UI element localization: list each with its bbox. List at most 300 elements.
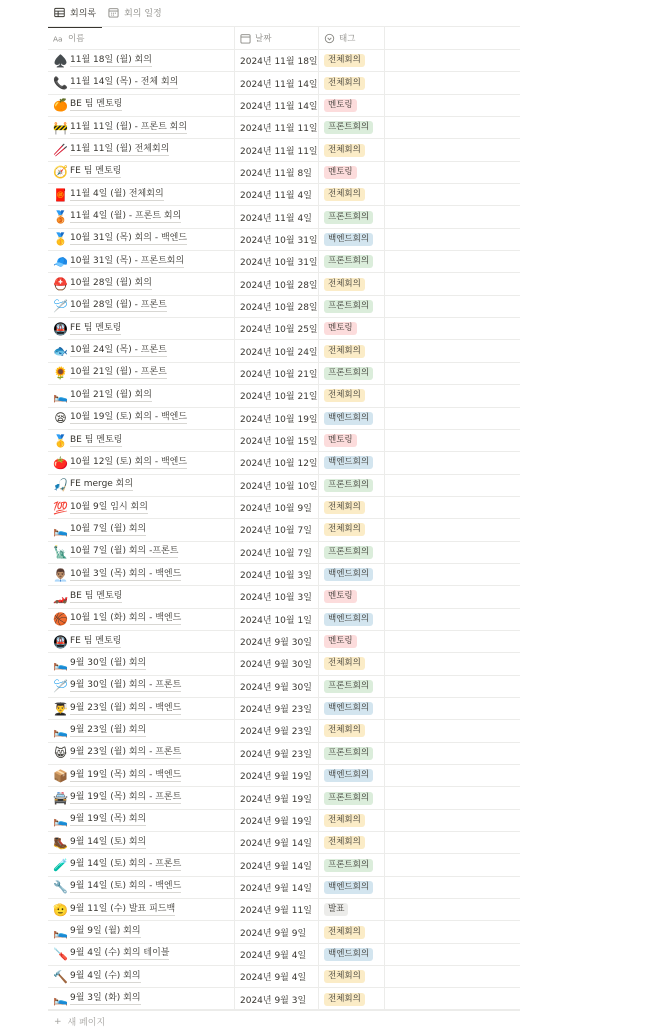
page-title-link[interactable]: 10월 24일 (목) - 프론트 <box>70 345 167 356</box>
table-row[interactable] <box>48 720 520 742</box>
date-cell[interactable]: 2024년 10월 19일 <box>235 408 319 429</box>
tag-cell[interactable] <box>319 95 385 116</box>
empty-cell <box>385 542 520 563</box>
page-title-link[interactable]: 10월 1일 (화) 회의 - 백엔드 <box>70 613 182 624</box>
name-cell[interactable] <box>48 519 235 540</box>
empty-cell <box>385 363 520 384</box>
name-cell[interactable] <box>48 787 235 808</box>
date-cell[interactable]: 2024년 10월 1일 <box>235 609 319 630</box>
tag-badge: 프론트회의 <box>324 792 373 805</box>
tag-cell[interactable] <box>319 564 385 585</box>
name-cell[interactable] <box>48 206 235 227</box>
date-cell[interactable]: 2024년 9월 23일 <box>235 698 319 719</box>
tag-cell[interactable] <box>319 988 385 1009</box>
empty-cell <box>385 50 520 71</box>
empty-cell <box>385 162 520 183</box>
name-cell[interactable] <box>48 810 235 831</box>
date-cell[interactable]: 2024년 9월 9일 <box>235 921 319 942</box>
date-cell[interactable]: 2024년 10월 7일 <box>235 542 319 563</box>
tag-badge: 백엔드회의 <box>324 233 373 246</box>
name-cell[interactable] <box>48 340 235 361</box>
table-row[interactable] <box>48 653 520 675</box>
name-cell[interactable] <box>48 765 235 786</box>
page-title-link[interactable]: 10월 19일 (토) 회의 - 백엔드 <box>70 412 188 423</box>
table-row[interactable] <box>48 318 520 340</box>
empty-cell <box>385 340 520 361</box>
name-cell[interactable] <box>48 475 235 496</box>
page-title-link[interactable]: 9월 19일 (목) 회의 - 프론트 <box>70 792 182 803</box>
table-row[interactable] <box>48 452 520 474</box>
tag-cell[interactable] <box>319 698 385 719</box>
date-cell[interactable]: 2024년 10월 3일 <box>235 564 319 585</box>
table-row[interactable] <box>48 497 520 519</box>
page-title-link[interactable]: 10월 21일 (월) 회의 <box>70 389 152 400</box>
tag-cell[interactable] <box>319 162 385 183</box>
name-cell[interactable] <box>48 497 235 518</box>
tag-badge: 프론트회의 <box>324 859 373 872</box>
empty-cell <box>385 475 520 496</box>
tag-badge: 전체회의 <box>324 836 365 849</box>
tag-cell[interactable] <box>319 251 385 272</box>
tag-badge: 멘토링 <box>324 322 357 335</box>
name-cell[interactable] <box>48 899 235 920</box>
tag-badge: 전체회의 <box>324 970 365 983</box>
page-title-link[interactable]: 10월 7일 (월) 회의 <box>70 523 147 534</box>
table-row[interactable] <box>48 117 520 139</box>
page-emoji-icon: 📦 <box>53 768 68 783</box>
empty-cell <box>385 251 520 272</box>
page-emoji-icon: 🛌 <box>53 925 68 940</box>
date-cell[interactable]: 2024년 11월 11일 <box>235 117 319 138</box>
tag-badge: 전체회의 <box>324 501 365 514</box>
name-cell[interactable] <box>48 139 235 160</box>
column-header-label: 이름 <box>68 34 85 44</box>
tag-cell[interactable] <box>319 609 385 630</box>
tag-cell[interactable] <box>319 385 385 406</box>
table-row[interactable] <box>48 206 520 228</box>
date-cell[interactable]: 2024년 9월 14일 <box>235 877 319 898</box>
tag-cell[interactable] <box>319 631 385 652</box>
name-cell[interactable] <box>48 966 235 987</box>
table-row[interactable] <box>48 408 520 430</box>
tag-cell[interactable] <box>319 586 385 607</box>
table-row[interactable] <box>48 50 520 72</box>
page-title-link[interactable]: 11월 18일 (월) 회의 <box>70 54 152 65</box>
date-cell[interactable]: 2024년 9월 19일 <box>235 810 319 831</box>
date-cell[interactable]: 2024년 9월 14일 <box>235 832 319 853</box>
date-cell[interactable]: 2024년 9월 4일 <box>235 966 319 987</box>
tag-cell[interactable] <box>319 787 385 808</box>
table-row[interactable] <box>48 966 520 988</box>
page-title-link[interactable]: 9월 19일 (목) 회의 <box>70 814 147 825</box>
date-cell[interactable]: 2024년 9월 19일 <box>235 765 319 786</box>
table-row[interactable] <box>48 475 520 497</box>
date-cell[interactable]: 2024년 11월 4일 <box>235 206 319 227</box>
page-emoji-icon: 🥾 <box>53 835 68 850</box>
name-cell[interactable] <box>48 743 235 764</box>
date-cell[interactable]: 2024년 10월 21일 <box>235 385 319 406</box>
page-emoji-icon: 📞 <box>53 76 68 91</box>
table-row[interactable] <box>48 95 520 117</box>
tag-cell[interactable] <box>319 519 385 540</box>
tag-badge: 전체회의 <box>324 926 365 939</box>
page-emoji-icon: 🧢 <box>53 254 68 269</box>
tag-cell[interactable] <box>319 50 385 71</box>
name-cell[interactable] <box>48 631 235 652</box>
tag-badge: 프론트회의 <box>324 479 373 492</box>
name-cell[interactable] <box>48 542 235 563</box>
name-cell[interactable] <box>48 430 235 451</box>
page-emoji-icon: 🔧 <box>53 880 68 895</box>
tag-cell[interactable] <box>319 117 385 138</box>
date-cell[interactable]: 2024년 10월 25일 <box>235 318 319 339</box>
tag-cell[interactable] <box>319 206 385 227</box>
date-cell[interactable]: 2024년 10월 31일 <box>235 229 319 250</box>
name-cell[interactable] <box>48 720 235 741</box>
tag-cell[interactable] <box>319 542 385 563</box>
column-header-name[interactable] <box>48 27 235 49</box>
tag-cell[interactable] <box>319 497 385 518</box>
page-emoji-icon: 🛌 <box>53 656 68 671</box>
name-cell[interactable] <box>48 184 235 205</box>
name-cell[interactable] <box>48 676 235 697</box>
empty-cell <box>385 318 520 339</box>
page-title-link[interactable]: 11월 11일 (월) - 프론트 회의 <box>70 121 188 132</box>
calendar-icon <box>108 7 119 18</box>
tag-badge: 프론트회의 <box>324 121 373 134</box>
name-cell[interactable] <box>48 385 235 406</box>
column-header-tag[interactable] <box>319 27 385 49</box>
date-cell[interactable]: 2024년 10월 31일 <box>235 251 319 272</box>
name-cell[interactable] <box>48 653 235 674</box>
table-row[interactable] <box>48 988 520 1010</box>
tag-badge: 전체회의 <box>324 144 365 157</box>
table-row[interactable] <box>48 676 520 698</box>
page-title-link[interactable]: 10월 12일 (토) 회의 - 백엔드 <box>70 456 188 467</box>
name-cell[interactable] <box>48 117 235 138</box>
page-title-link[interactable]: FE merge 회의 <box>70 479 134 490</box>
page-title-link[interactable]: 9월 14일 (토) 회의 - 프론트 <box>70 859 182 870</box>
empty-cell <box>385 854 520 875</box>
tag-cell[interactable] <box>319 72 385 93</box>
table-row[interactable] <box>48 877 520 899</box>
table-row[interactable] <box>48 899 520 921</box>
table-row[interactable] <box>48 519 520 541</box>
tag-badge: 전체회의 <box>324 278 365 291</box>
page-title-link[interactable]: 10월 3일 (목) 회의 - 백엔드 <box>70 568 182 579</box>
tag-cell[interactable] <box>319 318 385 339</box>
page-title-link[interactable]: BE 팀 멘토링 <box>70 434 123 445</box>
name-cell[interactable] <box>48 273 235 294</box>
name-cell[interactable] <box>48 609 235 630</box>
page-title-link[interactable]: FE 팀 멘토링 <box>70 635 122 646</box>
date-cell[interactable]: 2024년 10월 9일 <box>235 497 319 518</box>
tag-badge: 전체회의 <box>324 657 365 670</box>
tag-cell[interactable] <box>319 720 385 741</box>
table-row[interactable] <box>48 631 520 653</box>
page-title-link[interactable]: 9월 4일 (수) 회의 <box>70 970 141 981</box>
page-emoji-icon: 🌻 <box>53 366 68 381</box>
empty-cell <box>385 631 520 652</box>
tag-cell[interactable] <box>319 452 385 473</box>
empty-cell <box>385 966 520 987</box>
date-cell[interactable]: 2024년 11월 4일 <box>235 184 319 205</box>
meeting-table <box>48 27 520 1011</box>
name-cell[interactable] <box>48 318 235 339</box>
page-title-link[interactable]: 9월 3일 (화) 회의 <box>70 993 141 1004</box>
name-cell[interactable] <box>48 452 235 473</box>
table-row[interactable] <box>48 296 520 318</box>
tag-cell[interactable] <box>319 184 385 205</box>
table-row[interactable] <box>48 251 520 273</box>
table-row[interactable] <box>48 273 520 295</box>
tag-badge: 전체회의 <box>324 188 365 201</box>
page-emoji-icon: 🥉 <box>53 210 68 225</box>
page-emoji-icon: 🚇 <box>53 634 68 649</box>
name-cell[interactable] <box>48 162 235 183</box>
page-title-link[interactable]: FE 팀 멘토링 <box>70 322 122 333</box>
empty-cell <box>385 765 520 786</box>
date-cell[interactable]: 2024년 9월 30일 <box>235 676 319 697</box>
page-emoji-icon: 🐟 <box>53 344 68 359</box>
tag-cell[interactable] <box>319 676 385 697</box>
table-header <box>48 27 520 50</box>
empty-cell <box>385 229 520 250</box>
name-cell[interactable] <box>48 988 235 1009</box>
date-cell[interactable]: 2024년 9월 4일 <box>235 944 319 965</box>
table-row[interactable] <box>48 340 520 362</box>
tag-badge: 멘토링 <box>324 99 357 112</box>
empty-cell <box>385 564 520 585</box>
tag-badge: 멘토링 <box>324 590 357 603</box>
table-row[interactable] <box>48 609 520 631</box>
date-cell[interactable]: 2024년 10월 28일 <box>235 296 319 317</box>
tag-cell[interactable] <box>319 921 385 942</box>
table-row[interactable] <box>48 944 520 966</box>
page-title-link[interactable]: 10월 28일 (월) - 프론트 <box>70 300 167 311</box>
page-title-link[interactable]: BE 팀 멘토링 <box>70 590 123 601</box>
page-title-link[interactable]: 11월 14일 (목) - 전체 회의 <box>70 77 179 88</box>
page-emoji-icon: 💯 <box>53 500 68 515</box>
tag-cell[interactable] <box>319 810 385 831</box>
page-title-link[interactable]: 10월 28일 (월) 회의 <box>70 278 152 289</box>
empty-cell <box>385 787 520 808</box>
tag-cell[interactable] <box>319 273 385 294</box>
page-title-link[interactable]: 9월 19일 (목) 회의 - 백엔드 <box>70 769 182 780</box>
name-cell[interactable] <box>48 854 235 875</box>
table-row[interactable] <box>48 854 520 876</box>
page-emoji-icon: 👨🏽‍💼 <box>53 567 68 582</box>
table-row[interactable] <box>48 385 520 407</box>
tag-badge: 백엔드회의 <box>324 412 373 425</box>
tag-badge: 백엔드회의 <box>324 948 373 961</box>
name-cell[interactable] <box>48 296 235 317</box>
date-cell[interactable]: 2024년 10월 28일 <box>235 273 319 294</box>
page-title-link[interactable]: 9월 23일 (월) 회의 - 프론트 <box>70 747 182 758</box>
name-cell[interactable] <box>48 50 235 71</box>
column-header-date[interactable] <box>235 27 319 49</box>
page-emoji-icon: 🔨 <box>53 969 68 984</box>
date-cell[interactable]: 2024년 11월 14일 <box>235 95 319 116</box>
tag-badge: 전체회의 <box>324 724 365 737</box>
table-row[interactable] <box>48 139 520 161</box>
tag-badge: 프론트회의 <box>324 367 373 380</box>
page-title-link[interactable]: 10월 31일 (목) - 프론트회의 <box>70 255 185 266</box>
date-cell[interactable]: 2024년 10월 10일 <box>235 475 319 496</box>
table-row[interactable] <box>48 542 520 564</box>
empty-cell <box>385 273 520 294</box>
table-row[interactable] <box>48 430 520 452</box>
name-cell[interactable] <box>48 363 235 384</box>
page-emoji-icon: 🛌 <box>53 388 68 403</box>
page-title-link[interactable]: BE 팀 멘토링 <box>70 99 123 110</box>
empty-cell <box>385 810 520 831</box>
page-title-link[interactable]: 10월 9일 임시 회의 <box>70 501 148 512</box>
tag-cell[interactable] <box>319 363 385 384</box>
table-row[interactable] <box>48 184 520 206</box>
tag-cell[interactable] <box>319 229 385 250</box>
tag-cell[interactable] <box>319 765 385 786</box>
table-row[interactable] <box>48 743 520 765</box>
name-cell[interactable] <box>48 921 235 942</box>
tag-cell[interactable] <box>319 653 385 674</box>
name-cell[interactable] <box>48 251 235 272</box>
table-row[interactable] <box>48 363 520 385</box>
tab-label: 회의 일정 <box>124 9 162 19</box>
tag-cell[interactable] <box>319 877 385 898</box>
tab-meeting-notes[interactable] <box>48 6 102 27</box>
empty-cell <box>385 921 520 942</box>
page-title-link[interactable]: 9월 11일 (수) 발표 피드백 <box>70 903 176 914</box>
date-cell[interactable]: 2024년 10월 3일 <box>235 586 319 607</box>
name-cell[interactable] <box>48 564 235 585</box>
tag-cell[interactable] <box>319 966 385 987</box>
date-cell[interactable]: 2024년 9월 30일 <box>235 631 319 652</box>
page-emoji-icon: 🪡 <box>53 679 68 694</box>
page-title-link[interactable]: 9월 30일 (월) 회의 <box>70 657 147 668</box>
table-row[interactable] <box>48 765 520 787</box>
date-cell[interactable]: 2024년 10월 15일 <box>235 430 319 451</box>
table-row[interactable] <box>48 586 520 608</box>
page-emoji-icon: 🍊 <box>53 98 68 113</box>
name-cell[interactable] <box>48 877 235 898</box>
tag-cell[interactable] <box>319 832 385 853</box>
date-cell[interactable]: 2024년 9월 23일 <box>235 720 319 741</box>
tag-cell[interactable] <box>319 475 385 496</box>
tag-cell[interactable] <box>319 899 385 920</box>
tag-cell[interactable] <box>319 340 385 361</box>
tag-badge: 백엔드회의 <box>324 769 373 782</box>
date-cell[interactable]: 2024년 9월 23일 <box>235 743 319 764</box>
date-cell[interactable]: 2024년 9월 11일 <box>235 899 319 920</box>
page-emoji-icon: 🪛 <box>53 947 68 962</box>
date-cell[interactable]: 2024년 11월 11일 <box>235 139 319 160</box>
page-title-link[interactable]: 9월 4일 (수) 회의 테이블 <box>70 948 170 959</box>
tag-badge: 백엔드회의 <box>324 456 373 469</box>
plus-icon: + <box>54 1016 62 1027</box>
table-row[interactable] <box>48 787 520 809</box>
page-title-link[interactable]: 10월 7일 (월) 회의 -프론트 <box>70 546 179 557</box>
tag-cell[interactable] <box>319 408 385 429</box>
page-title-link[interactable]: 10월 21일 (월) - 프론트 <box>70 367 167 378</box>
empty-cell <box>385 586 520 607</box>
name-cell[interactable] <box>48 408 235 429</box>
page-title-link[interactable]: 10월 31일 (목) 회의 - 백엔드 <box>70 233 188 244</box>
tag-badge: 전체회의 <box>324 993 365 1006</box>
table-row[interactable] <box>48 229 520 251</box>
name-cell[interactable] <box>48 832 235 853</box>
date-cell[interactable]: 2024년 11월 18일 <box>235 50 319 71</box>
empty-cell <box>385 296 520 317</box>
empty-cell <box>385 988 520 1009</box>
tag-cell[interactable] <box>319 296 385 317</box>
tag-cell[interactable] <box>319 854 385 875</box>
table-row[interactable] <box>48 72 520 94</box>
date-cell[interactable]: 2024년 10월 24일 <box>235 340 319 361</box>
page-title-link[interactable]: 9월 9일 (월) 회의 <box>70 926 141 937</box>
name-cell[interactable] <box>48 586 235 607</box>
page-title-link[interactable]: 11월 11일 (월) 전체회의 <box>70 144 170 155</box>
tag-cell[interactable] <box>319 430 385 451</box>
page-emoji-icon: 🛌 <box>53 723 68 738</box>
tag-cell[interactable] <box>319 743 385 764</box>
page-title-link[interactable]: FE 팀 멘토링 <box>70 166 122 177</box>
table-row[interactable] <box>48 698 520 720</box>
name-cell[interactable] <box>48 72 235 93</box>
new-page-label: 새 페이지 <box>67 1018 106 1028</box>
page-title-link[interactable]: 9월 23일 (월) 회의 <box>70 724 147 735</box>
page-emoji-icon: 🧧 <box>53 187 68 202</box>
page-title-link[interactable]: 9월 14일 (토) 회의 <box>70 836 147 847</box>
page-title-link[interactable]: 9월 14일 (토) 회의 - 백엔드 <box>70 881 182 892</box>
table-row[interactable] <box>48 162 520 184</box>
page-emoji-icon: 🛌 <box>53 813 68 828</box>
tag-cell[interactable] <box>319 139 385 160</box>
date-cell[interactable]: 2024년 11월 8일 <box>235 162 319 183</box>
new-page-button[interactable] <box>48 1009 520 1033</box>
table-row[interactable] <box>48 810 520 832</box>
name-cell[interactable] <box>48 944 235 965</box>
page-title-link[interactable]: 11월 4일 (월) 전체회의 <box>70 188 164 199</box>
name-cell[interactable] <box>48 229 235 250</box>
table-row[interactable] <box>48 832 520 854</box>
empty-cell <box>385 653 520 674</box>
date-cell[interactable]: 2024년 9월 30일 <box>235 653 319 674</box>
table-row[interactable] <box>48 564 520 586</box>
empty-cell <box>385 609 520 630</box>
tab-meeting-schedule[interactable] <box>102 6 168 27</box>
date-cell[interactable]: 2024년 9월 14일 <box>235 854 319 875</box>
date-cell[interactable]: 2024년 9월 3일 <box>235 988 319 1009</box>
page-emoji-icon: 🗽 <box>53 545 68 560</box>
empty-cell <box>385 184 520 205</box>
date-cell[interactable]: 2024년 10월 21일 <box>235 363 319 384</box>
date-cell[interactable]: 2024년 9월 19일 <box>235 787 319 808</box>
date-cell[interactable]: 2024년 10월 12일 <box>235 452 319 473</box>
tag-cell[interactable] <box>319 944 385 965</box>
table-row[interactable] <box>48 921 520 943</box>
page-emoji-icon: 🧪 <box>53 858 68 873</box>
page-title-link[interactable]: 9월 30일 (월) 회의 - 프론트 <box>70 680 182 691</box>
name-cell[interactable] <box>48 95 235 116</box>
tag-badge: 프론트회의 <box>324 255 373 268</box>
date-cell[interactable]: 2024년 10월 7일 <box>235 519 319 540</box>
page-title-link[interactable]: 11월 4일 (월) - 프론트 회의 <box>70 211 182 222</box>
page-emoji-icon: 🥇 <box>53 232 68 247</box>
date-cell[interactable]: 2024년 11월 14일 <box>235 72 319 93</box>
page-title-link[interactable]: 9월 23일 (월) 회의 - 백엔드 <box>70 702 182 713</box>
name-cell[interactable] <box>48 698 235 719</box>
